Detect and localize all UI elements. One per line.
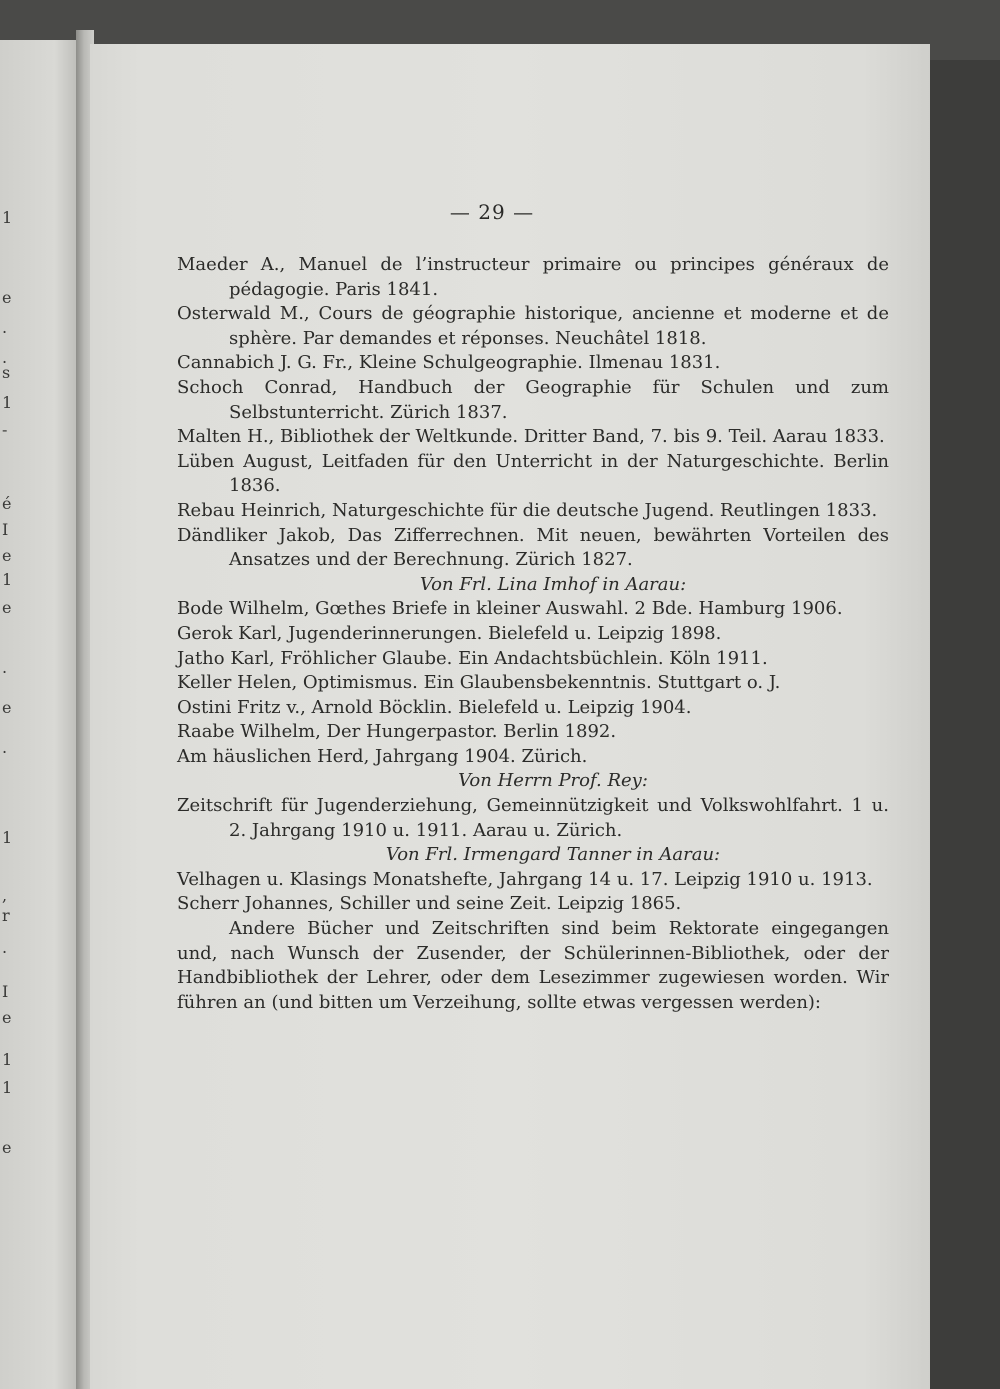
- right-page: [90, 44, 930, 1389]
- left-page: [0, 40, 78, 1389]
- margin-char: e: [2, 1138, 12, 1157]
- page-content: [177, 253, 889, 1015]
- margin-char: ,: [2, 886, 8, 905]
- margin-char: s: [2, 363, 11, 382]
- donor-heading: Von Frl. Irmengard Tanner in Aarau:: [385, 844, 721, 866]
- margin-char: .: [2, 318, 8, 337]
- page-number: — 29 —: [449, 200, 535, 224]
- bibliography-entry: Schoch Conrad, Handbuch der Geographie für Schulen und zum Selbstunterricht. Zürich 1837.: [177, 376, 889, 423]
- margin-char: I: [2, 520, 9, 539]
- bibliography-entry: Keller Helen, Optimismus. Ein Glaubensbekenntnis. Stuttgart o. J.: [177, 672, 781, 694]
- closing-paragraph: Andere Bücher und Zeitschriften sind beim Rektorate eingegangen und, nach Wunsch der Zusender, der Schülerinnen-Bibliothek, oder der Handbibliothek der Lehrer, oder dem Lesezimmer zugewiesen worden. Wir führen an (und bitten um Verzeihung, sollte etwas vergessen werden):: [177, 918, 889, 1013]
- margin-char: e: [2, 546, 12, 565]
- margin-char: .: [2, 938, 8, 957]
- margin-char: e: [2, 698, 12, 717]
- bibliography-entry: Scherr Johannes, Schiller und seine Zeit. Leipzig 1865.: [177, 893, 682, 915]
- margin-char: -: [2, 420, 8, 439]
- margin-char: .: [2, 658, 8, 677]
- bibliography-entry: Velhagen u. Klasings Monatshefte, Jahrgang 14 u. 17. Leipzig 1910 u. 1913.: [177, 868, 873, 890]
- bibliography-entry: Osterwald M., Cours de géographie historique, ancienne et moderne et de sphère. Par demandes et réponses. Neuchâtel 1818.: [177, 303, 889, 349]
- donor-heading: Von Herrn Prof. Rey:: [458, 770, 648, 792]
- bibliography-entry: Malten H., Bibliothek der Weltkunde. Dritter Band, 7. bis 9. Teil. Aarau 1833.: [177, 426, 885, 448]
- margin-char: 1: [2, 1050, 13, 1069]
- bibliography-entry: Dändliker Jakob, Das Zifferrechnen. Mit neuen, bewährten Vorteilen des Ansatzes und der Berechnung. Zürich 1827.: [177, 524, 889, 571]
- background: [930, 60, 1000, 1389]
- margin-char: I: [2, 982, 9, 1001]
- bibliography-entry: Lüben August, Leitfaden für den Unterricht in der Naturgeschichte. Berlin 1836.: [177, 450, 889, 497]
- left-page-margin-text: [0, 40, 14, 1389]
- margin-char: 1: [2, 828, 13, 847]
- margin-char: 1: [2, 393, 13, 412]
- bibliography-entry: Jatho Karl, Fröhlicher Glaube. Ein Andachtsbüchlein. Köln 1911.: [177, 647, 768, 669]
- margin-char: e: [2, 288, 12, 307]
- margin-char: e: [2, 1008, 12, 1027]
- bibliography-entry: Ostini Fritz v., Arnold Böcklin. Bielefeld u. Leipzig 1904.: [177, 696, 692, 718]
- bibliography-entry: Bode Wilhelm, Gœthes Briefe in kleiner Auswahl. 2 Bde. Hamburg 1906.: [177, 598, 843, 620]
- donor-heading: Von Frl. Lina Imhof in Aarau:: [419, 573, 687, 595]
- margin-char: 1: [2, 208, 13, 227]
- margin-char: .: [2, 348, 8, 367]
- margin-char: 1: [2, 570, 13, 589]
- margin-char: .: [2, 738, 8, 757]
- margin-char: r: [2, 906, 10, 925]
- bibliography-entry: Gerok Karl, Jugenderinnerungen. Bielefeld u. Leipzig 1898.: [177, 622, 722, 644]
- bibliography-entry: Cannabich J. G. Fr., Kleine Schulgeographie. Ilmenau 1831.: [177, 352, 721, 374]
- margin-char: 1: [2, 1078, 13, 1097]
- bibliography-entry: Maeder A., Manuel de l’instructeur primaire ou principes généraux de pédagogie. Paris 1841.: [177, 254, 889, 300]
- bibliography-entry: Raabe Wilhelm, Der Hungerpastor. Berlin 1892.: [177, 721, 617, 743]
- margin-char: e: [2, 598, 12, 617]
- bibliography-entry: Zeitschrift für Jugenderziehung, Gemeinnützigkeit und Volkswohlfahrt. 1 u. 2. Jahrgang 1910 u. 1911. Aarau u. Zürich.: [177, 795, 889, 841]
- bibliography-entry: Am häuslichen Herd, Jahrgang 1904. Zürich.: [177, 745, 588, 767]
- bibliography-entry: Rebau Heinrich, Naturgeschichte für die deutsche Jugend. Reutlingen 1833.: [177, 499, 878, 521]
- margin-char: é: [2, 494, 12, 513]
